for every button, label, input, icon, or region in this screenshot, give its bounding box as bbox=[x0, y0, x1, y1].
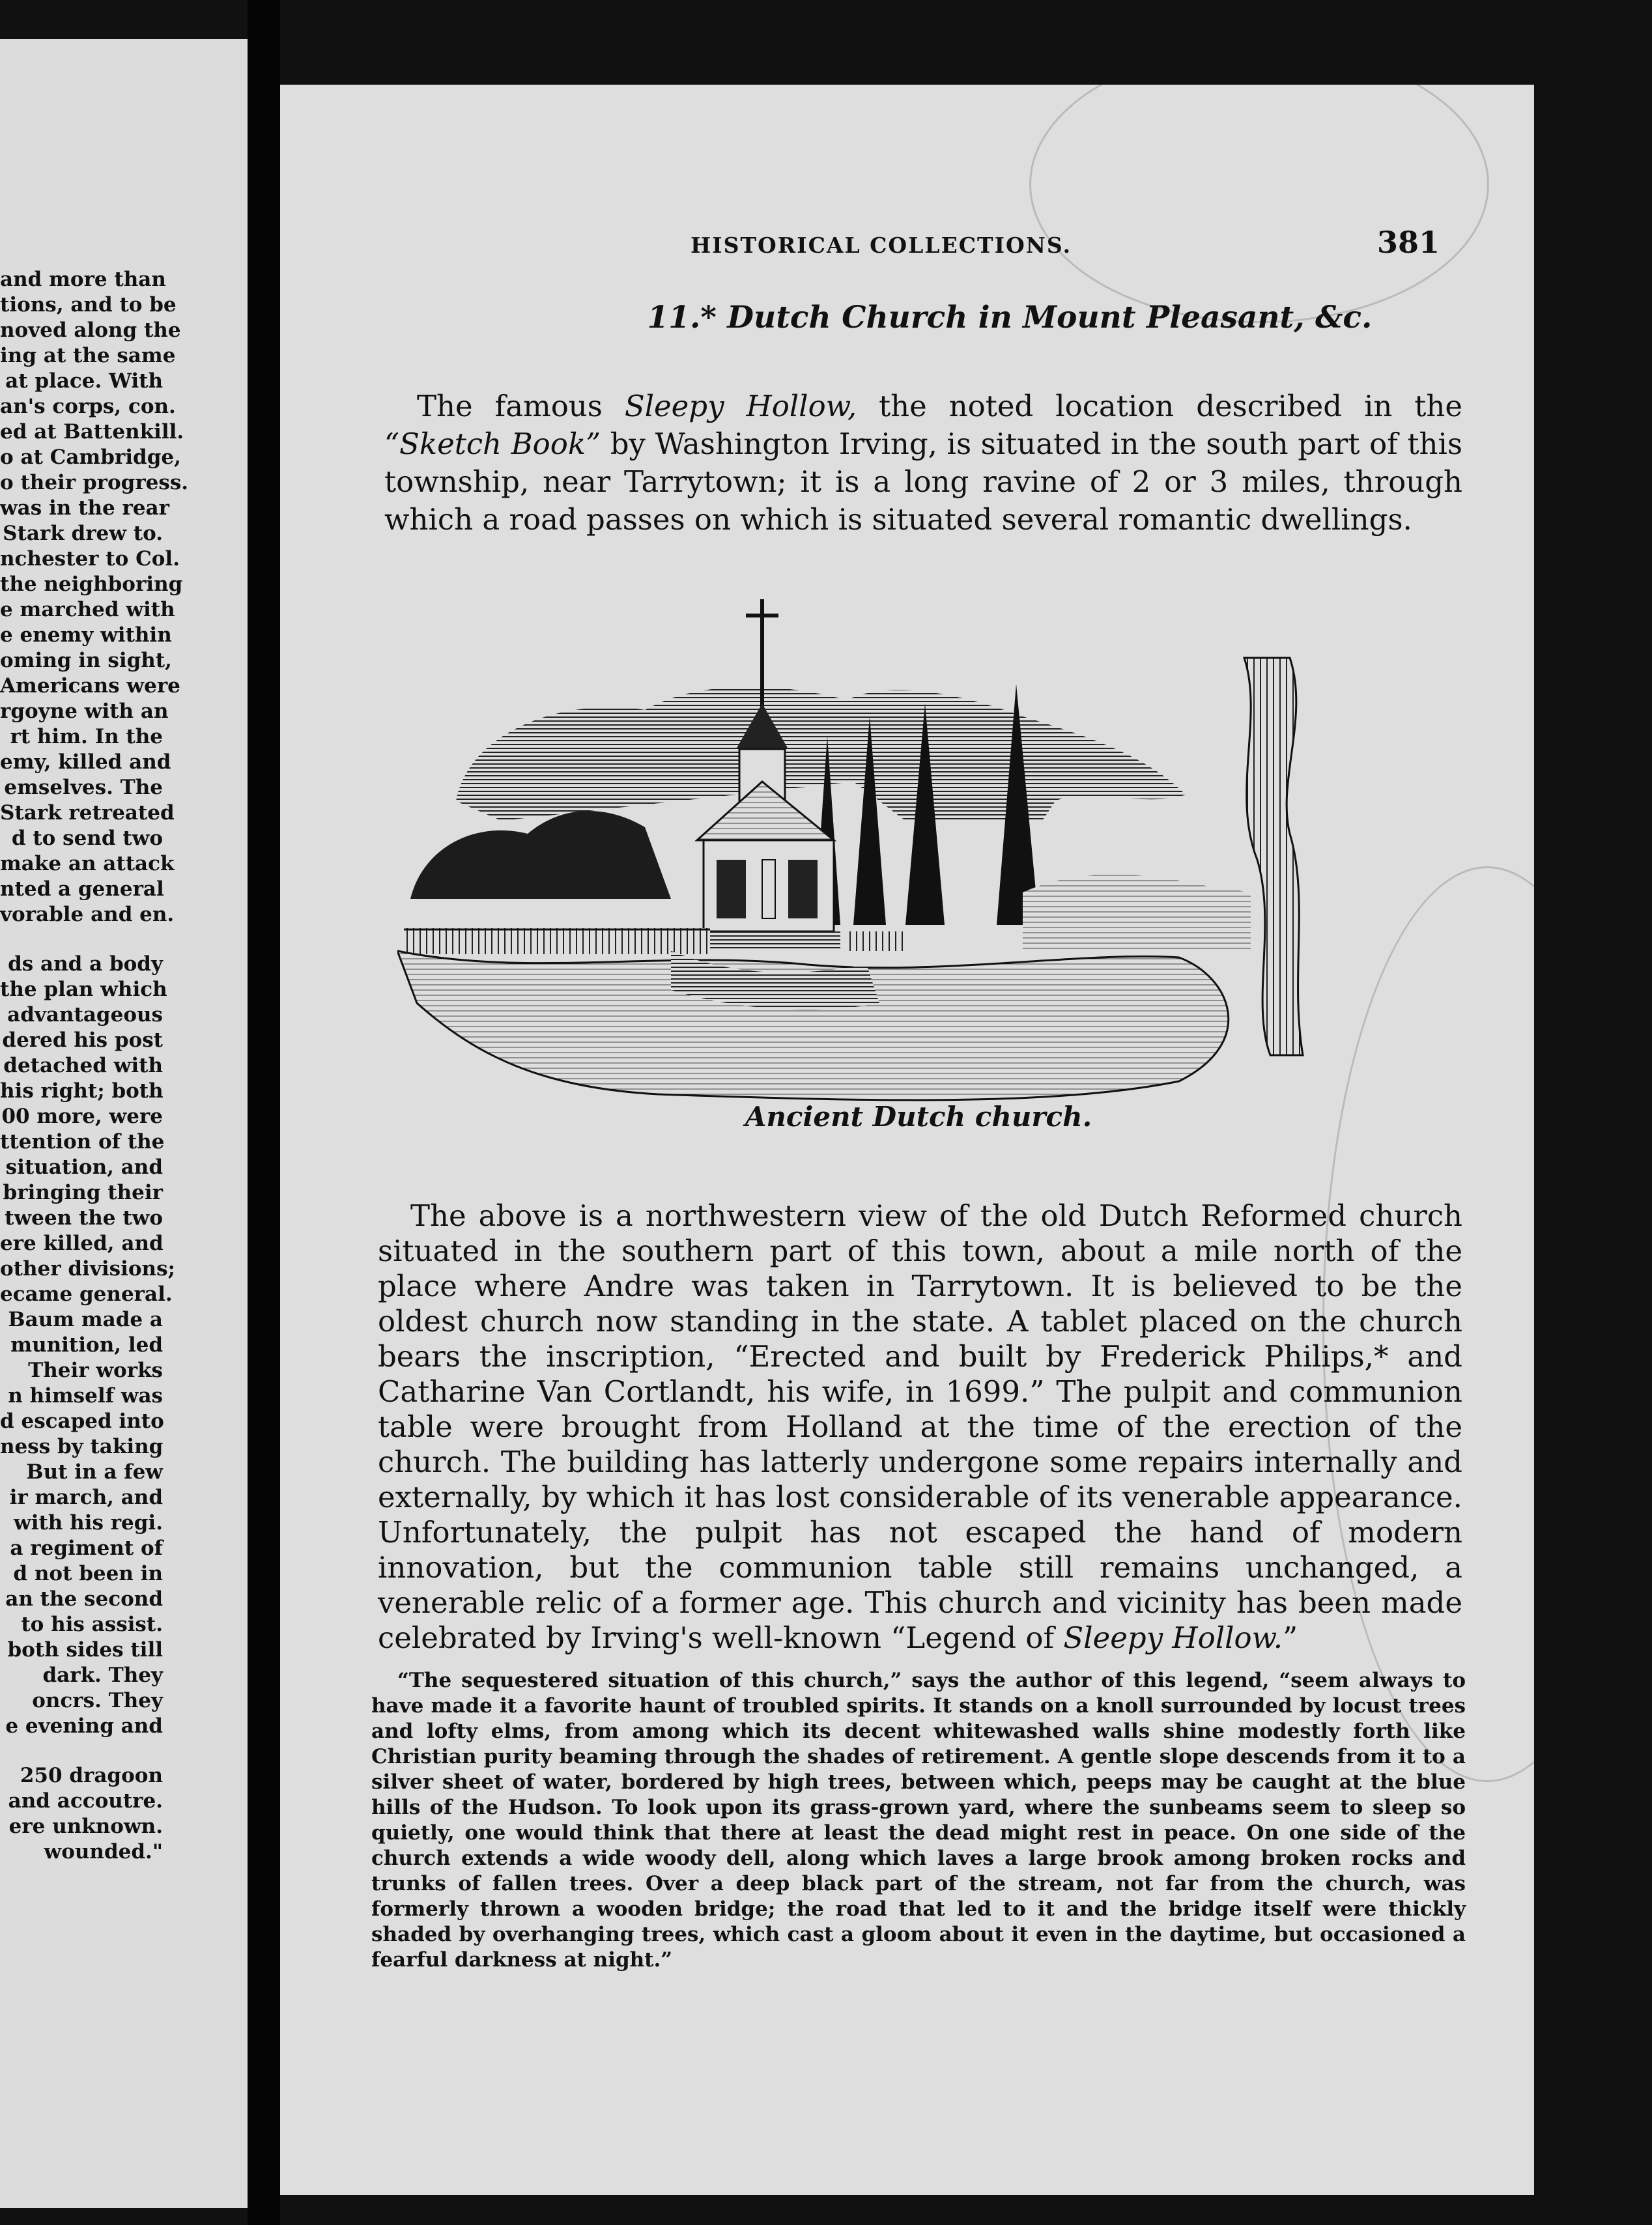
left-page-line: detached with bbox=[3, 1054, 163, 1077]
left-page-line: e marched with bbox=[0, 598, 175, 621]
description-paragraph: The above is a northwestern view of the old Dutch Reformed church situated in the southern part of this town, about a mile north of the place where Andre was taken in Tarrytown. It is believed to be the oldest church now standing in the state. A tablet placed on the church bears the inscription, “Erected and built by Frederick Philips,* and Catharine Van Cortlandt, his wife, in 1699.” The pulpit and communion table were brought from Holland at the time of the erection of the church. The building has latterly undergone some repairs internally and externally, by which it has lost considerable of its venerable appearance. Unfortunately, the pulpit has not escaped the hand of modern innovation, but the communion table still remains unchanged, a venerable relic of a former age. This church and vicinity has been made celebrated by Irving's well-known “Legend of Sleepy Hollow.” bbox=[378, 1198, 1462, 1655]
left-page-line: But in a few bbox=[26, 1460, 163, 1484]
left-page-line: and more than bbox=[0, 268, 166, 291]
left-page-line: Baum made a bbox=[8, 1308, 163, 1331]
left-page-line: d escaped into bbox=[0, 1410, 164, 1433]
running-head bbox=[691, 225, 1440, 260]
church-engraving bbox=[397, 586, 1420, 1159]
left-page-line: at place. With bbox=[5, 369, 163, 393]
book-gutter bbox=[248, 0, 280, 2225]
legend-quote: “The sequestered situation of this church,” says the author of this legend, “seem always to have made it a favorite haunt of troubled spirits. It stands on a knoll surrounded by locust trees and lofty elms, from among which its decent whitewashed walls shine modestly forth like Christian purity beaming through the shades of retirement. A gentle slope descends from it to a silver sheet of water, bordered by high trees, between which, peeps may be caught at the blue hills of the Hudson. To look upon its grass-grown yard, where the sunbeams seem to sleep so quietly, one would think that there at least the dead might rest in peace. On one side of the church extends a wide woody dell, along which laves a large brook among broken rocks and trunks of fallen trees. Over a deep black part of the stream, not far from the church, was formerly thrown a wooden bridge; the road that led to it and the bridge itself were thickly shaded by overhanging trees, which cast a gloom about it even in the daytime, but occasioned a fearful darkness at night.” bbox=[371, 1669, 1466, 1972]
left-page-line: 250 dragoon bbox=[20, 1764, 163, 1787]
left-page-line: munition, led bbox=[10, 1333, 163, 1357]
left-page-line: e evening and bbox=[5, 1714, 163, 1738]
left-page-line: Stark drew to. bbox=[3, 522, 163, 545]
tall-tree-right bbox=[1244, 658, 1303, 1055]
intro-paragraph: The famous Sleepy Hollow, the noted location described in the “Sketch Book” by Washington Irving, is situated in the south part of this township, near Tarrytown; it is a long ravine of 2 or 3 miles, through which a road passes on which is situated several romantic dwellings. bbox=[384, 389, 1463, 537]
left-page-line: oncrs. They bbox=[32, 1689, 163, 1712]
left-text-block-2 bbox=[0, 952, 175, 1739]
left-page-line: nted a general bbox=[0, 877, 164, 901]
left-page-line: ds and a body bbox=[8, 952, 163, 976]
cloud-mass bbox=[456, 687, 1186, 821]
left-page-line: his right; both bbox=[0, 1079, 164, 1103]
left-page-line: 00 more, were bbox=[1, 1105, 163, 1128]
left-text-block-1 bbox=[0, 267, 189, 928]
left-page-line: to his assist. bbox=[21, 1613, 163, 1636]
left-page-line: dered his post bbox=[2, 1028, 163, 1052]
left-page-line: ttention of the bbox=[0, 1130, 165, 1154]
left-page-line: ness by taking bbox=[0, 1435, 164, 1458]
left-page-line: Their works bbox=[28, 1359, 163, 1382]
left-page-line: and accoutre. bbox=[8, 1789, 163, 1813]
left-page-line: Americans were bbox=[0, 674, 180, 698]
water-stain bbox=[1029, 85, 1489, 323]
left-page-text bbox=[0, 267, 189, 1865]
left-page-line: tions, and to be bbox=[0, 293, 177, 317]
figure-caption: Ancient Dutch church. bbox=[745, 1101, 1092, 1133]
left-page-line: tween the two bbox=[5, 1206, 163, 1230]
left-page-line: vorable and en. bbox=[0, 903, 175, 926]
left-page-line: e enemy within bbox=[0, 623, 172, 647]
left-page-line: rgoyne with an bbox=[0, 700, 169, 723]
page-number: 381 bbox=[1376, 225, 1440, 260]
left-page-line: was in the rear bbox=[0, 496, 169, 520]
left-page-line: situation, and bbox=[5, 1155, 163, 1179]
left-page-line: wounded." bbox=[44, 1840, 163, 1864]
left-facing-page bbox=[0, 39, 248, 2208]
left-text-block-3 bbox=[0, 1763, 163, 1865]
left-page-line: with his regi. bbox=[14, 1511, 163, 1535]
left-page-line: both sides till bbox=[7, 1638, 163, 1662]
left-page-line: n himself was bbox=[8, 1384, 163, 1408]
left-page-line: d not been in bbox=[13, 1562, 163, 1585]
left-page-line: d to send two bbox=[11, 827, 163, 850]
left-page-line: the plan which bbox=[0, 978, 167, 1001]
left-page-line: advantageous bbox=[7, 1003, 163, 1027]
left-page-line: bringing their bbox=[3, 1181, 163, 1204]
left-page-line: an's corps, con. bbox=[0, 395, 176, 418]
left-page-line: ed at Battenkill. bbox=[0, 420, 184, 444]
left-page-line: ir march, and bbox=[9, 1486, 163, 1509]
left-page-line: emy, killed and bbox=[0, 750, 171, 774]
left-page-line: an the second bbox=[5, 1587, 163, 1611]
left-page-line: ere killed, and bbox=[0, 1232, 164, 1255]
left-page-line: oming in sight, bbox=[0, 649, 172, 672]
left-page-line: emselves. The bbox=[4, 776, 163, 799]
trees-left bbox=[410, 811, 671, 899]
distant-hills bbox=[1023, 875, 1251, 952]
left-page-line: a regiment of bbox=[10, 1537, 163, 1560]
left-page-line: ing at the same bbox=[0, 344, 176, 367]
left-page-line: dark. They bbox=[42, 1664, 163, 1687]
left-page-line: ere unknown. bbox=[8, 1815, 163, 1838]
left-page-line: rt him. In the bbox=[10, 725, 163, 748]
left-page-line: Stark retreated bbox=[0, 801, 175, 825]
left-page-line: o their progress. bbox=[0, 471, 189, 494]
left-page-line: nchester to Col. bbox=[0, 547, 180, 571]
right-page bbox=[280, 85, 1534, 2195]
section-heading: 11.* Dutch Church in Mount Pleasant, &c. bbox=[647, 300, 1373, 335]
left-page-line: other divisions; bbox=[0, 1257, 175, 1281]
left-page-line: o at Cambridge, bbox=[0, 446, 181, 469]
running-title: HISTORICAL COLLECTIONS. bbox=[691, 233, 1072, 258]
left-page-line: the neighboring bbox=[0, 573, 183, 596]
left-page-line: make an attack bbox=[0, 852, 175, 875]
left-page-line: noved along the bbox=[0, 319, 181, 342]
left-page-line: ecame general. bbox=[0, 1283, 173, 1306]
